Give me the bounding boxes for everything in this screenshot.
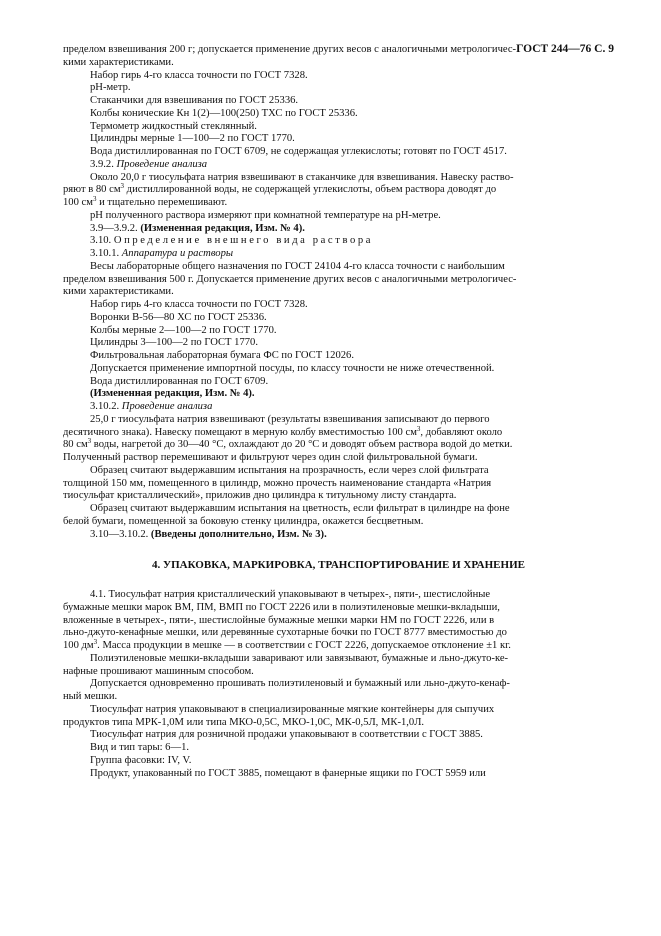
text-line: Весы лабораторные общего назначения по ГОСТ 24104 4-го класса точности с наибольшим	[90, 260, 505, 272]
text-line: Воронки В-56—80 ХС по ГОСТ 25336.	[90, 311, 267, 323]
superscript: 3	[93, 638, 98, 646]
text-line: вложенные в четырех-, пяти-, шестислойные бумажные мешки марки НМ по ГОСТ 2226, или в	[63, 614, 495, 626]
text-fragment: ряют в 80 см	[63, 184, 121, 196]
text-line: Образец считают выдержавшим испытания на цветность, если фильтрат в цилиндре на фоне	[90, 503, 510, 514]
text-line: кими характеристиками.	[63, 286, 174, 298]
clause-title: Проведение анализа	[116, 158, 208, 170]
text-line: бумажные мешки марок ВМ, ПМ, ВМП по ГОСТ 2226 или в полиэтиленовые мешки-вкладыши,	[63, 601, 500, 613]
clause-title: Проведение анализа	[121, 401, 213, 412]
text-fragment: десятичного знака). Навеску помещают в мерную колбу вместимостью 100 см	[63, 426, 417, 438]
text-line: Цилиндры мерные 1—100—2 по ГОСТ 1770.	[90, 133, 295, 145]
text-line: Образец считают выдержавшим испытания на прозрачность, если через слой фильтрата	[90, 464, 489, 476]
text-line: Цилиндры 3—100—2 по ГОСТ 1770.	[90, 337, 258, 349]
text-line: Набор гирь 4-го класса точности по ГОСТ 7328.	[90, 299, 308, 310]
text-line: Полиэтиленовые мешки-вкладыши заваривают или завязывают, бумажные и льно-джуто-ке-	[90, 652, 509, 664]
text-line: Вода дистиллированная по ГОСТ 6709.	[90, 375, 269, 387]
clause-number: 3.10.	[90, 235, 112, 247]
text-line: пределом взвешивания 200 г; допускается применение других весов с аналогичными метрологичес-	[63, 44, 517, 55]
section-title: 4. УПАКОВКА, МАРКИРОВКА, ТРАНСПОРТИРОВАНИЕ И ХРАНЕНИЕ	[152, 559, 525, 572]
text-fragment: и тщательно перемешивают.	[96, 197, 228, 208]
text-line: рН-метр.	[90, 82, 131, 94]
text-line: кими характеристиками.	[63, 56, 174, 68]
text-line: 4.1. Тиосульфат натрия кристаллический упаковывают в четырех-, пяти-, шестислойные	[90, 589, 491, 600]
text-fragment: 100 дм	[63, 640, 94, 651]
text-line	[63, 640, 614, 653]
text-line: тиосульфат кристаллический», приложив дно цилиндра к титульному листу стандарта.	[63, 490, 457, 502]
clause-number: 3.10—3.10.2.	[90, 528, 149, 540]
text-line: рН полученного раствора измеряют при комнатной температуре на рН-метре.	[90, 209, 441, 221]
text-fragment: , добавляют около	[420, 426, 503, 438]
text-line: Группа фасовки: IV, V.	[90, 754, 192, 766]
text-line: Колбы мерные 2—100—2 по ГОСТ 1770.	[90, 324, 277, 336]
revision-note: (Измененная редакция, Изм. № 4).	[90, 388, 255, 400]
text-line: продуктов типа МРК-1,0М или типа МКО-0,5С, МКО-1,0С, МК-0,5Л, МК-1,0Л.	[63, 716, 425, 728]
text-line: Термометр жидкостный стеклянный.	[90, 120, 257, 132]
text-line: Фильтровальная лабораторная бумага ФС по ГОСТ 12026.	[90, 350, 354, 361]
subsection-heading	[63, 401, 614, 414]
clause-number: 3.9.2.	[90, 158, 114, 170]
text-line: Тиосульфат натрия упаковывают в специализированные мягкие контейнеры для сыпучих	[90, 703, 495, 715]
text-line: Набор гирь 4-го класса точности по ГОСТ 7328.	[90, 69, 308, 81]
subsection-heading	[63, 235, 614, 248]
text-line: Продукт, упакованный по ГОСТ 3885, помещают в фанерные ящики по ГОСТ 5959 или	[90, 767, 486, 779]
text-line: Допускается одновременно прошивать полиэтиленовый и бумажный или льно-джуто-кенаф-	[90, 678, 510, 690]
clause-number: 3.9—3.9.2.	[90, 222, 138, 234]
page-header: ГОСТ 244—76 С. 9	[516, 43, 614, 55]
clause-title: Определение внешнего вида раствора	[113, 235, 374, 247]
document-body	[63, 44, 614, 780]
clause-number: 3.10.2.	[90, 401, 120, 412]
text-line: льно-джуто-кенафные мешки, или деревянные сухотарные бочки по ГОСТ 8777 вместимостью до	[63, 627, 507, 639]
text-fragment: 80 см	[63, 439, 88, 451]
text-line: Тиосульфат натрия для розничной продажи упаковывают в соответствии с ГОСТ 3885.	[90, 729, 483, 741]
text-line: белой бумаги, помещенной за боковую стенку цилиндра, окажется бесцветным.	[63, 515, 424, 527]
subsection-heading	[63, 248, 614, 261]
text-line: 25,0 г тиосульфата натрия взвешивают (результаты взвешивания записывают до первого	[90, 413, 490, 425]
superscript: 3	[87, 437, 92, 446]
text-line: пределом взвешивания 500 г. Допускается применение других весов с аналогичными метрологичес-	[63, 273, 517, 285]
text-line	[63, 424, 614, 440]
text-line: Стаканчики для взвешивания по ГОСТ 25336.	[90, 95, 299, 106]
text-line: Полученный раствор перемешивают и фильтруют через один слой фильтровальной бумаги.	[63, 452, 478, 463]
revision-note	[63, 223, 614, 236]
text-fragment: . Масса продукции в мешке — в соответствии с ГОСТ 2226, допускаемое отклонение ±1 кг.	[97, 640, 511, 651]
text-line: ный мешки.	[63, 691, 118, 702]
text-fragment: 100 см	[63, 197, 93, 208]
text-line: Допускается применение импортной посуды, по классу точности не ниже отечественной.	[90, 362, 495, 374]
revision-text: (Измененная редакция, Изм. № 4).	[140, 222, 305, 234]
text-line: Вода дистиллированная по ГОСТ 6709, не содержащая углекислоты; готовят по ГОСТ 4517.	[90, 146, 507, 157]
text-line: Вид и тип тары: 6—1.	[90, 742, 190, 753]
text-line: нафные прошивают машинным способом.	[63, 665, 254, 677]
revision-text: (Введены дополнительно, Изм. № 3).	[150, 528, 327, 540]
text-fragment: воды, нагретой до 30—40 °С, охлаждают до 20 °С и доводят объем раствора водой до метки.	[91, 439, 513, 451]
text-line	[63, 197, 614, 210]
superscript: 3	[416, 424, 421, 433]
text-line	[63, 184, 614, 197]
text-line	[63, 439, 614, 452]
text-line: Колбы конические Кн 1(2)—100(250) ТХС по ГОСТ 25336.	[90, 107, 358, 119]
superscript: 3	[92, 195, 97, 203]
text-line: Около 20,0 г тиосульфата натрия взвешивают в стаканчике для взвешивания. Навеску раство-	[90, 171, 514, 183]
clause-title: Аппаратура и растворы	[121, 248, 234, 259]
text-line: толщиной 150 мм, помещенного в цилиндр, можно прочесть наименование стандарта «Натрия	[63, 477, 492, 489]
superscript: 3	[120, 182, 125, 191]
clause-number: 3.10.1.	[90, 248, 120, 259]
text-fragment: дистиллированной воды, не содержащей углекислоты, объем раствора доводят до	[124, 184, 497, 196]
subsection-heading	[63, 159, 614, 172]
revision-note	[63, 529, 614, 542]
